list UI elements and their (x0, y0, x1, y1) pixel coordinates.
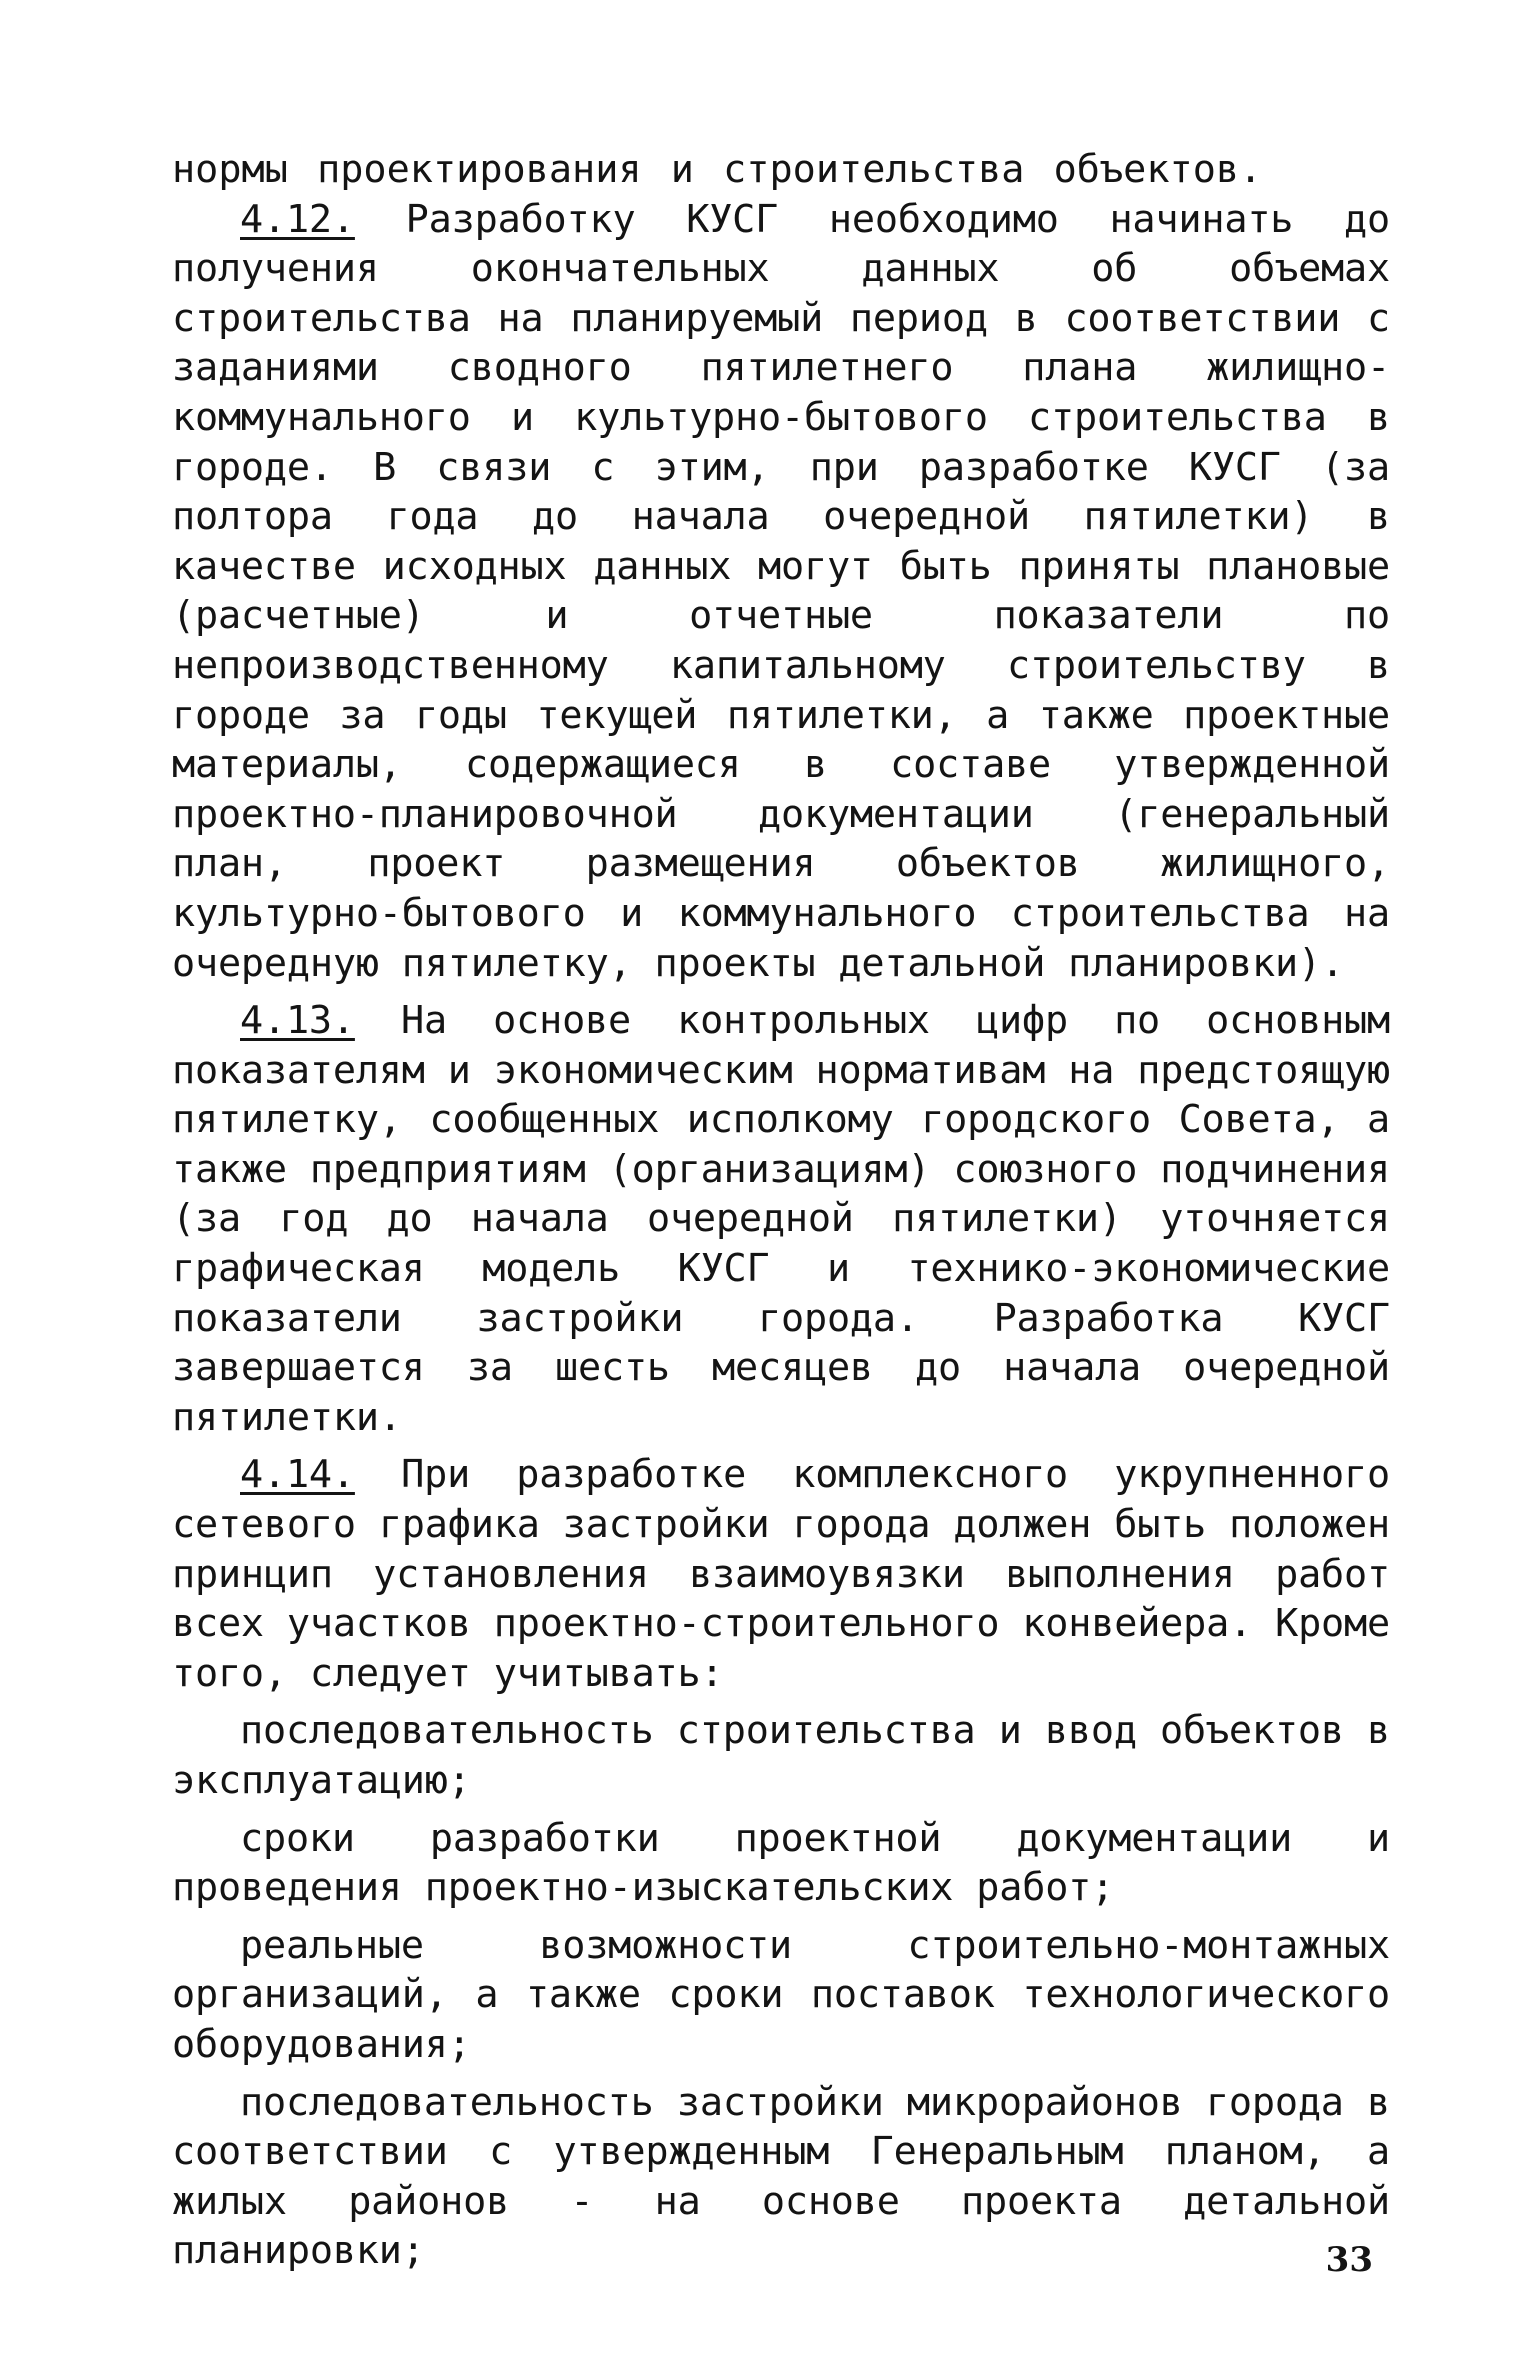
list-item: последовательность строительства и ввод объектов в эксплуатацию; (172, 1708, 1390, 1803)
paragraph-text: Разработку КУСГ необходимо начинать до получения окончательных данных об объемах строительства на планируемый период в соответствии с заданиями сводного пятилетнего плана жилищно-коммунального и культурно-бытового строительства в городе. В связи с этим, при разработке КУСГ (за полтора года до начала очередной пятилетки) в качестве исходных данных могут быть приняты плановые (расчетные) и отчетные показатели по непроизводственному капитальному строительству в городе за годы текущей пятилетки, а также проектные материалы, содержащиеся в составе утвержденной проектно-планировочной документации (генеральный план, проект размещения объектов жилищного, культурно-бытового и коммунального строительства на очередную пятилетку, проекты детальной планировки). (172, 196, 1390, 986)
paragraph-4-13 (172, 996, 1390, 1442)
section-number: 4.13. (240, 998, 355, 1044)
list-item: последовательность застройки микрорайонов города в соответствии с утвержденным Генеральным планом, а жилых районов - на основе проекта детальной планировки; (172, 2079, 1390, 2274)
list-item: реальные возможности строительно-монтажных организаций, а также сроки поставок технологического оборудования; (172, 1922, 1390, 2067)
paragraph-text: При разработке комплексного укрупненного сетевого графика застройки города должен быть положен принцип установления взаимоувязки выполнения работ всех участков проектно-строительного конвейера. Кроме того, следует учитывать: (172, 1452, 1390, 1696)
section-number: 4.12. (240, 196, 355, 242)
section-number: 4.14. (240, 1452, 355, 1498)
paragraph-4-12 (172, 195, 1390, 989)
document-body (172, 145, 1390, 2276)
paragraph-text: На основе контрольных цифр по основным показателям и экономическим нормативам на предстоящую пятилетку, сообщенных исполкому городского Совета, а также предприятиям (организациям) союзного подчинения (за год до начала очередной пятилетки) уточняется графическая модель КУСГ и технико-экономические показатели застройки города. Разработка КУСГ завершается за шесть месяцев до начала очередной пятилетки. (172, 998, 1391, 1440)
paragraph-4-14 (172, 1450, 1390, 1698)
opening-line: нормы проектирования и строительства объектов. (172, 147, 1263, 192)
page-number: 33 (1325, 2240, 1373, 2280)
list-item: сроки разработки проектной документации и проведения проектно-изыскательских работ; (172, 1815, 1390, 1911)
